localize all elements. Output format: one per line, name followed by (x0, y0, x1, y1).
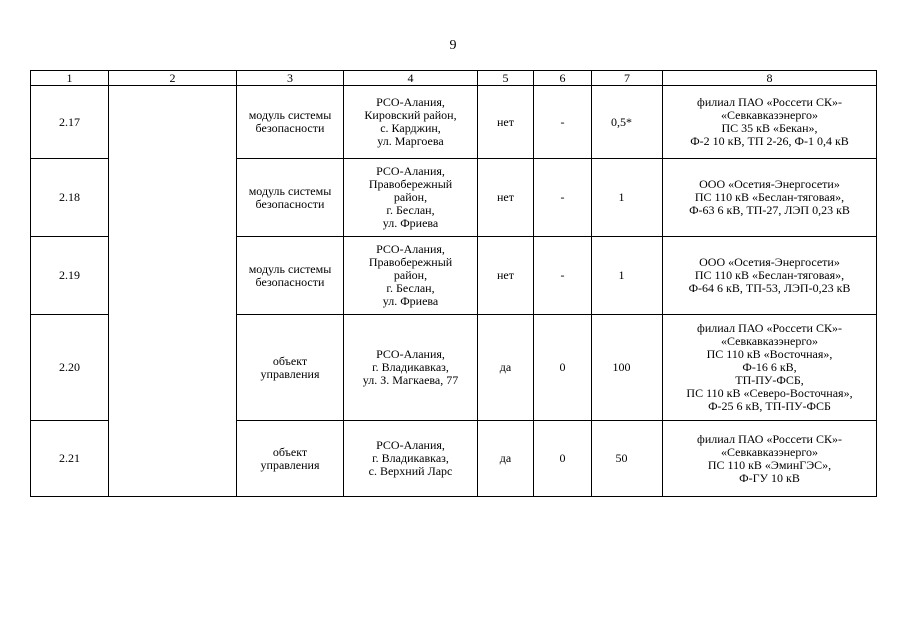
object-type: объект управления (237, 315, 344, 421)
header-cell: 8 (663, 71, 877, 86)
header-cell: 1 (31, 71, 109, 86)
address: РСО-Алания, Правобережный район, г. Беслан, ул. Фриева (344, 159, 478, 237)
header-row (31, 71, 877, 86)
cell-6: - (534, 86, 592, 159)
row-number: 2.20 (31, 315, 109, 421)
supplier-info: ООО «Осетия-Энергосети» ПС 110 кВ «Беслан-тяговая», Ф-64 6 кВ, ТП-53, ЛЭП-0,23 кВ (663, 237, 877, 315)
cell-5: нет (478, 159, 534, 237)
cell-6: 0 (534, 315, 592, 421)
row-number: 2.17 (31, 86, 109, 159)
cell-7: 100 (592, 315, 663, 421)
cell-6: - (534, 159, 592, 237)
address: РСО-Алания, г. Владикавказ, ул. З. Магкаева, 77 (344, 315, 478, 421)
address: РСО-Алания, Кировский район, с. Карджин, ул. Маргоева (344, 86, 478, 159)
object-type: модуль системы безопасности (237, 237, 344, 315)
header-cell: 3 (237, 71, 344, 86)
table-row (31, 86, 877, 159)
object-type: объект управления (237, 421, 344, 497)
merged-empty-cell (109, 86, 237, 497)
document-table (30, 70, 877, 497)
row-number: 2.21 (31, 421, 109, 497)
cell-6: 0 (534, 421, 592, 497)
supplier-info: филиал ПАО «Россети СК»- «Севкавказэнерго» ПС 35 кВ «Бекан», Ф-2 10 кВ, ТП 2-26, Ф-1 0,4 кВ (663, 86, 877, 159)
cell-5: да (478, 421, 534, 497)
supplier-info: филиал ПАО «Россети СК»- «Севкавказэнерго» ПС 110 кВ «Восточная», Ф-16 6 кВ, ТП-ПУ-ФСБ, ПС 110 кВ «Северо-Восточная», Ф-25 6 кВ, ТП-ПУ-ФСБ (663, 315, 877, 421)
header-cell: 7 (592, 71, 663, 86)
cell-7: 1 (592, 237, 663, 315)
supplier-info: ООО «Осетия-Энергосети» ПС 110 кВ «Беслан-тяговая», Ф-63 6 кВ, ТП-27, ЛЭП 0,23 кВ (663, 159, 877, 237)
cell-7: 0,5* (592, 86, 663, 159)
cell-5: да (478, 315, 534, 421)
cell-6: - (534, 237, 592, 315)
cell-7: 50 (592, 421, 663, 497)
header-cell: 4 (344, 71, 478, 86)
supplier-info: филиал ПАО «Россети СК»- «Севкавказэнерго» ПС 110 кВ «ЭминГЭС», Ф-ГУ 10 кВ (663, 421, 877, 497)
object-type: модуль системы безопасности (237, 159, 344, 237)
cell-7: 1 (592, 159, 663, 237)
object-type: модуль системы безопасности (237, 86, 344, 159)
header-cell: 5 (478, 71, 534, 86)
header-cell: 2 (109, 71, 237, 86)
header-cell: 6 (534, 71, 592, 86)
cell-5: нет (478, 86, 534, 159)
address: РСО-Алания, г. Владикавказ, с. Верхний Ларс (344, 421, 478, 497)
row-number: 2.19 (31, 237, 109, 315)
page-number: 9 (449, 38, 457, 53)
address: РСО-Алания, Правобережный район, г. Беслан, ул. Фриева (344, 237, 478, 315)
row-number: 2.18 (31, 159, 109, 237)
cell-5: нет (478, 237, 534, 315)
